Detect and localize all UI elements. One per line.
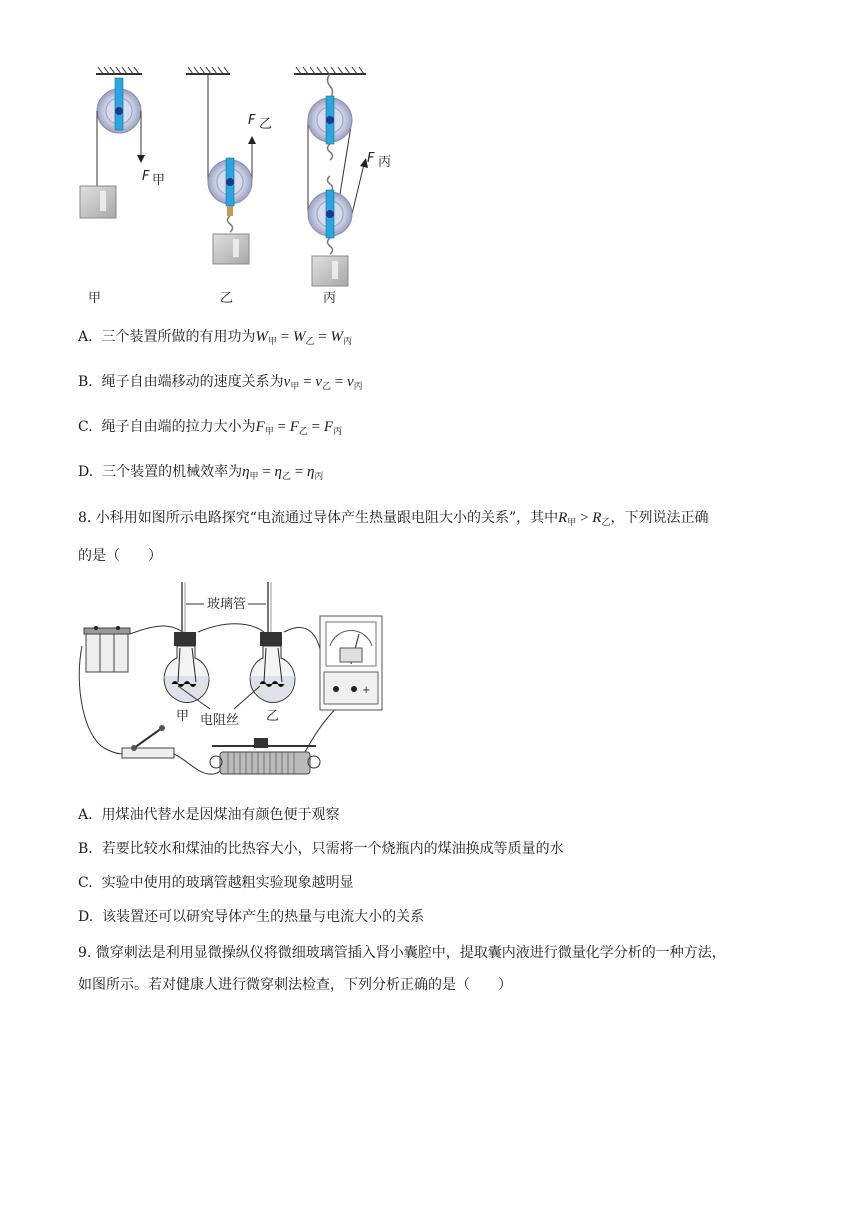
flask-label-jia: 甲 [176,709,190,724]
force-bing-sub: 丙 [378,155,392,170]
flask-label-yi: 乙 [266,709,280,724]
force-yi-label: F [248,113,256,128]
q8-option-b [78,839,564,859]
option-formula: $v_甲 = v_乙 = v_丙$ [283,374,363,391]
option-letter: C. [78,875,93,891]
switch [122,725,174,758]
q8-option-d [78,907,424,927]
q7-option-c [78,417,342,441]
option-formula: $F_甲 = F_乙 = F_丙$ [255,419,343,436]
flask-yi [250,582,295,703]
rheostat [210,738,320,774]
option-text: 用煤油代替水是因煤油有颜色便于观察 [101,807,340,823]
pulley-yi [186,67,256,264]
flask-jia [164,582,209,703]
force-bing-label: F [367,151,375,166]
q9-stem-line2: 如图所示。若对健康人进行微穿刺法检查，下列分析正确的是（ ） [78,977,512,993]
option-text: 若要比较水和煤油的比热容大小，只需将一个烧瓶内的煤油换成等质量的水 [101,841,564,857]
option-text: 实验中使用的玻璃管越粗实验现象越明显 [101,875,354,891]
figure-label-bing: 丙 [323,291,337,306]
q7-option-a [78,327,352,351]
svg-text:+: + [362,685,371,696]
resistance-wire-label: 电阻丝 [200,713,240,728]
q8-stem-line1 [78,508,708,532]
figure-label-yi: 乙 [220,291,234,306]
pulley-jia [80,67,145,218]
option-text: 绳子自由端移动的速度关系为 [101,374,284,390]
q8-stem-line2: 的是（ ） [78,548,162,564]
option-letter: D. [78,909,94,925]
option-text: 该装置还可以研究导体产生的热量与电流大小的关系 [102,909,425,925]
option-text: 三个装置所做的有用功为 [101,329,256,345]
q8-stem-text: 8. 小科用如图所示电路探究“电流通过导体产生热量跟电阻大小的关系”，其中 [78,510,559,526]
force-jia-label: F [142,169,150,184]
force-yi-sub: 乙 [259,117,273,132]
pulley-bing [294,67,368,286]
q9-stem-line1: 9. 微穿刺法是利用显微操纵仪将微细玻璃管插入肾小囊腔中，提取囊内液进行微量化学分析的一种方法， [78,945,726,961]
circuit-figure [74,576,394,792]
q8-resistance-formula: $R_甲 > R_乙$ [558,510,611,527]
option-letter: A. [78,807,93,823]
battery-pack [84,626,130,672]
glass-tube-label: 玻璃管 [207,597,247,612]
force-jia-sub: 甲 [152,173,166,188]
ammeter [320,616,382,710]
option-formula: $\eta_甲 = \eta_乙 = \eta_丙$ [242,464,324,481]
q8-option-c [78,873,354,893]
option-text: 三个装置的机械效率为 [102,464,243,480]
option-letter: D. [78,464,94,480]
option-letter: B. [78,841,93,857]
option-text: 绳子自由端的拉力大小为 [101,419,256,435]
figure-label-jia: 甲 [88,291,102,306]
q8-stem-tail: ，下列说法正确 [610,510,709,526]
option-formula: $W_甲 = W_乙 = W_丙$ [255,329,352,346]
option-letter: A. [78,329,93,345]
option-letter: C. [78,419,93,435]
option-letter: B. [78,374,93,390]
q7-option-b [78,372,363,396]
q7-option-d [78,462,323,486]
pulley-figure [70,64,410,314]
q8-option-a [78,805,339,825]
